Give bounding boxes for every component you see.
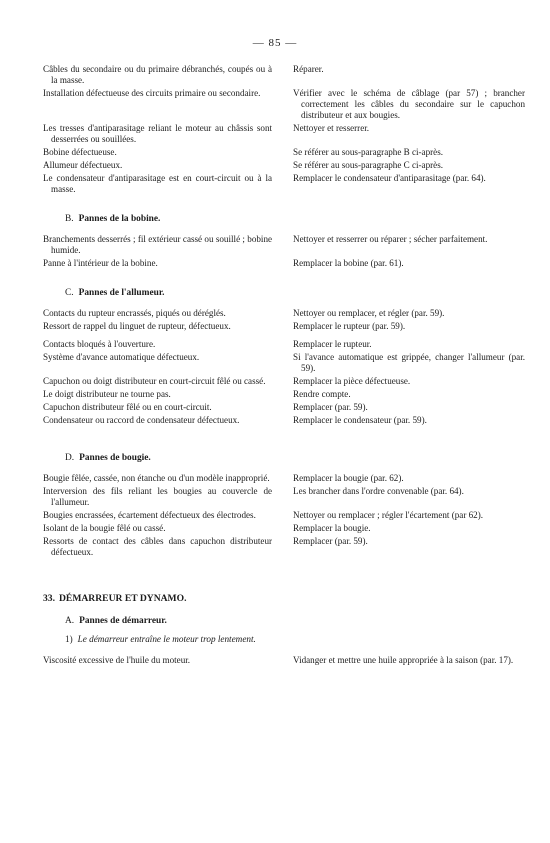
table-row <box>43 523 525 534</box>
remedy-text: Remplacer la bougie. <box>293 523 371 533</box>
subsubsection-number: 1) <box>65 634 73 644</box>
cause-text: Les tresses d'antiparasitage reliant le moteur au châssis sont desserrées ou souillées. <box>43 123 273 144</box>
cause-text: Allumeur défectueux. <box>43 160 123 170</box>
table-row <box>43 173 525 195</box>
remedy-text: Se référer au sous-paragraphe C ci-après. <box>293 160 444 170</box>
subsection-heading-a <box>65 615 525 627</box>
cause-text: Bougie fêlée, cassée, non étanche ou d'un modèle inapproprié. <box>43 473 270 483</box>
cause-text: Bougies encrassées, écartement défectueux des électrodes. <box>43 510 256 520</box>
cause-text: Viscosité excessive de l'huile du moteur. <box>43 655 191 665</box>
section-heading-c <box>65 287 525 299</box>
remedy-text: Remplacer la pièce défectueuse. <box>293 376 411 386</box>
table-row <box>43 376 525 387</box>
chapter-number: 33. <box>43 593 55 604</box>
subsubsection-title: Le démarreur entraîne le moteur trop lentement. <box>77 634 256 644</box>
cause-text: Interversion des fils reliant les bougies au couvercle de l'allumeur. <box>43 486 273 507</box>
remedy-text: Remplacer le condensateur (par. 59). <box>293 415 427 425</box>
cause-text: Panne à l'intérieur de la bobine. <box>43 258 158 268</box>
section-letter: C. <box>65 288 74 298</box>
remedy-text: Rendre compte. <box>293 389 351 399</box>
page-number: — 85 — <box>252 37 298 49</box>
remedy-text: Si l'avance automatique est grippée, changer l'allumeur (par. 59). <box>293 352 525 373</box>
cause-text: Câbles du secondaire ou du primaire débranchés, coupés ou à la masse. <box>43 64 273 85</box>
section-heading-b <box>65 213 525 225</box>
cause-text: Système d'avance automatique défectueux. <box>43 352 200 362</box>
table-row <box>43 234 525 256</box>
remedy-text: Remplacer la bougie (par. 62). <box>293 473 404 483</box>
remedy-text: Se référer au sous-paragraphe B ci-après. <box>293 147 444 157</box>
section-c-table <box>43 308 525 426</box>
remedy-text: Remplacer le rupteur. <box>293 339 372 349</box>
section-title: Pannes de l'allumeur. <box>78 288 165 298</box>
remedy-text: Réparer. <box>293 64 324 74</box>
cause-text: Ressorts de contact des câbles dans capuchon distributeur défectueux. <box>43 536 273 557</box>
table-row <box>43 123 525 145</box>
table-row <box>43 321 525 332</box>
remedy-text: Vérifier avec le schéma de câblage (par 57) ; brancher correctement les câbles du secondaire sur le capuchon distributeur et aux bougies. <box>293 88 525 120</box>
remedy-text: Remplacer le rupteur (par. 59). <box>293 321 406 331</box>
section-letter: D. <box>65 453 75 463</box>
cause-text: Contacts bloqués à l'ouverture. <box>43 339 156 349</box>
table-row <box>43 415 525 426</box>
remedy-text: Vidanger et mettre une huile appropriée à la saison (par. 17). <box>293 655 514 665</box>
table-row <box>43 389 525 400</box>
intro-table <box>43 64 525 195</box>
remedy-text: Nettoyer ou remplacer, et régler (par. 59). <box>293 308 445 318</box>
cause-text: Isolant de la bougie fêlé ou cassé. <box>43 523 166 533</box>
remedy-text: Remplacer (par. 59). <box>293 536 368 546</box>
remedy-text: Remplacer le condensateur d'antiparasitage (par. 64). <box>293 173 486 183</box>
table-row <box>43 258 525 269</box>
final-table <box>43 655 525 666</box>
table-row <box>43 352 525 374</box>
remedy-text: Les brancher dans l'ordre convenable (par. 64). <box>293 486 464 496</box>
table-row <box>43 339 525 350</box>
cause-text: Le doigt distributeur ne tourne pas. <box>43 389 171 399</box>
section-b-table <box>43 234 525 269</box>
chapter-title: DÉMARREUR ET DYNAMO. <box>59 593 187 604</box>
table-row <box>43 486 525 508</box>
table-row <box>43 655 525 666</box>
chapter-heading <box>43 593 525 605</box>
subsubsection-heading <box>65 633 525 645</box>
troubleshooting-content <box>43 64 525 666</box>
remedy-text: Nettoyer et resserrer. <box>293 123 370 133</box>
cause-text: Branchements desserrés ; fil extérieur cassé ou souillé ; bobine humide. <box>43 234 273 255</box>
section-d-table <box>43 473 525 558</box>
table-row <box>43 510 525 521</box>
cause-text: Capuchon ou doigt distributeur en court-circuit fêlé ou cassé. <box>43 376 266 386</box>
remedy-text: Remplacer la bobine (par. 61). <box>293 258 404 268</box>
remedy-text: Nettoyer et resserrer ou réparer ; sécher parfaitement. <box>293 234 488 244</box>
table-row <box>43 88 525 121</box>
table-row <box>43 473 525 484</box>
cause-text: Capuchon distributeur fêlé ou en court-circuit. <box>43 402 212 412</box>
section-letter: B. <box>65 214 74 224</box>
cause-text: Contacts du rupteur encrassés, piqués ou déréglés. <box>43 308 226 318</box>
table-row <box>43 402 525 413</box>
cause-text: Condensateur ou raccord de condensateur défectueux. <box>43 415 240 425</box>
table-row <box>43 536 525 558</box>
table-row <box>43 308 525 319</box>
table-row <box>43 147 525 158</box>
remedy-text: Nettoyer ou remplacer ; régler l'écartement (par 62). <box>293 510 484 520</box>
remedy-text: Remplacer (par. 59). <box>293 402 368 412</box>
section-title: Pannes de bougie. <box>79 453 151 463</box>
subsection-letter: A. <box>65 616 75 626</box>
section-heading-d <box>65 452 525 464</box>
section-title: Pannes de la bobine. <box>78 214 161 224</box>
cause-text: Installation défectueuse des circuits primaire ou secondaire. <box>43 88 261 98</box>
subsection-title: Pannes de démarreur. <box>79 616 167 626</box>
cause-text: Bobine défectueuse. <box>43 147 117 157</box>
table-row <box>43 64 525 86</box>
table-row <box>43 160 525 171</box>
cause-text: Le condensateur d'antiparasitage est en court-circuit ou à la masse. <box>43 173 273 194</box>
cause-text: Ressort de rappel du linguet de rupteur, défectueux. <box>43 321 231 331</box>
